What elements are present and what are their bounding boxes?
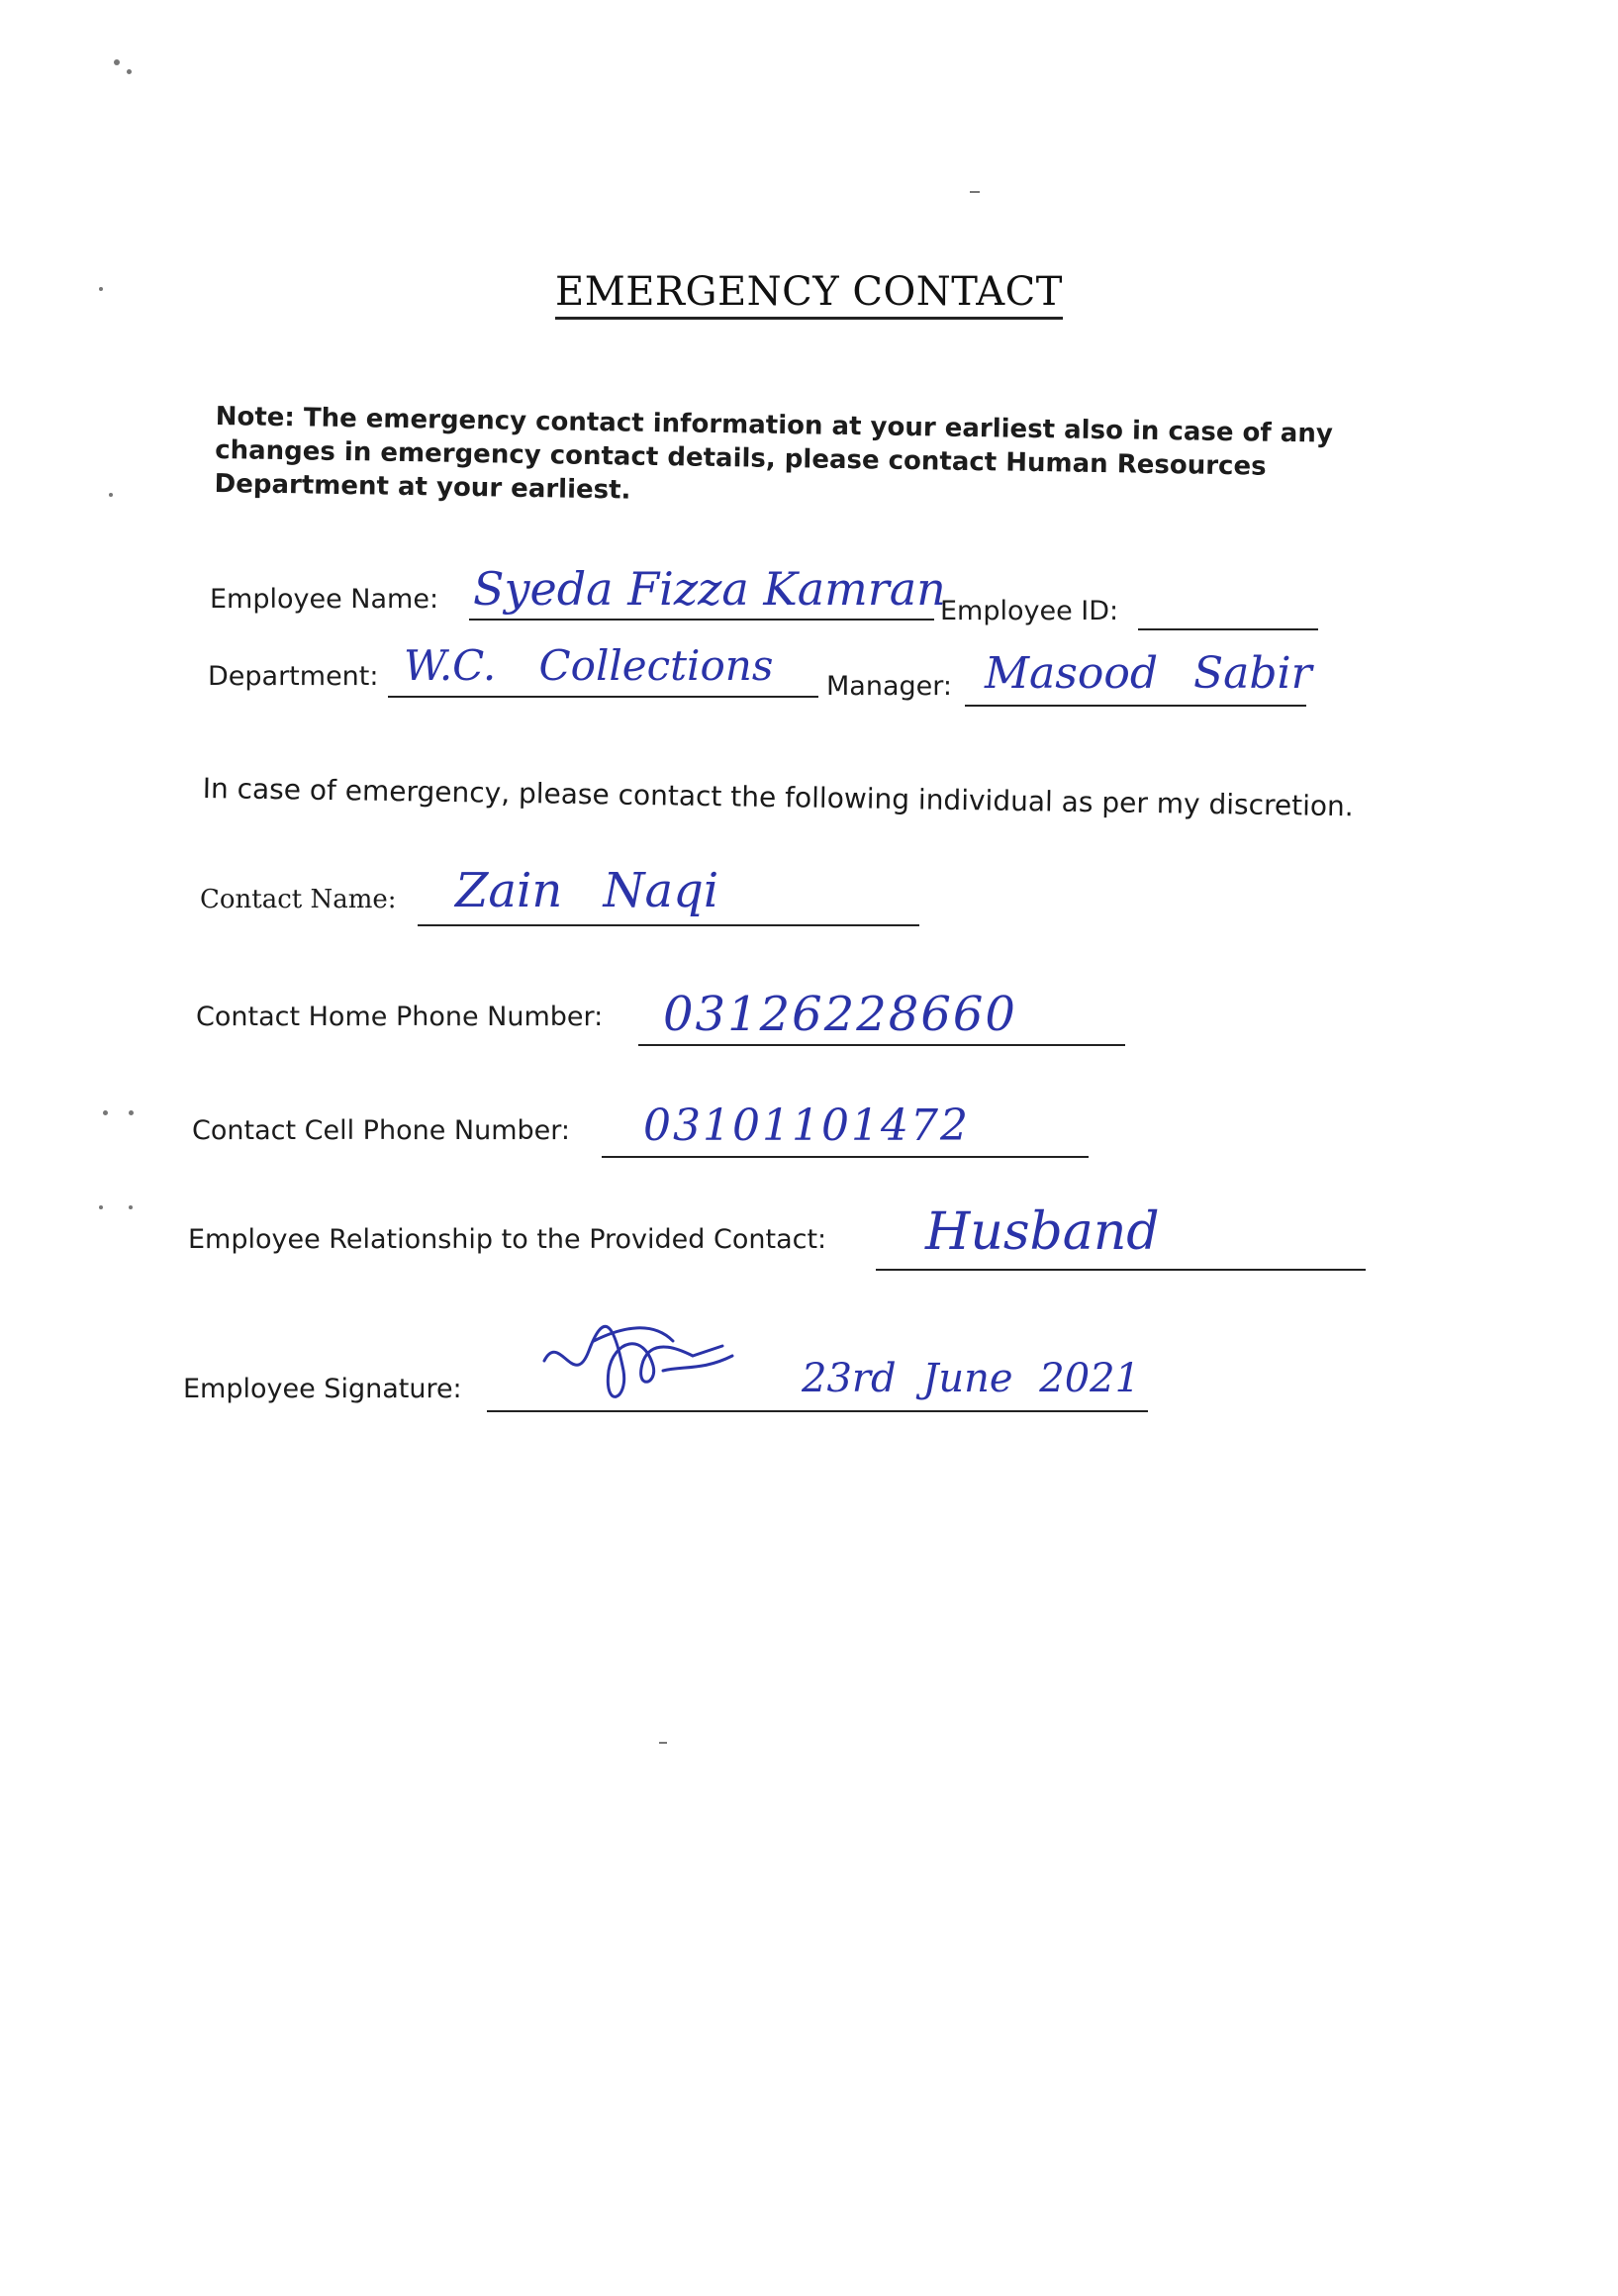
scan-speck <box>103 1110 108 1115</box>
relationship-value: Husband <box>925 1202 1160 1262</box>
signature-date: 23rd June 2021 <box>802 1356 1141 1401</box>
contact-name-line <box>418 924 919 926</box>
note-paragraph: Note: The emergency contact information at your earliest also in case of any changes in emergency contact details, please contact Human Resources Department at your earliest. <box>214 401 1334 506</box>
employee-name-label: Employee Name: <box>210 584 439 615</box>
contact-name-label: Contact Name: <box>200 885 397 914</box>
scan-speck <box>109 493 113 497</box>
scan-speck <box>127 69 132 74</box>
home-phone-value: 03126228660 <box>663 987 1017 1042</box>
manager-line <box>965 705 1306 707</box>
manager-label: Manager: <box>826 671 952 702</box>
employee-id-label: Employee ID: <box>940 596 1119 626</box>
home-phone-line <box>638 1044 1125 1046</box>
cell-phone-value: 03101101472 <box>643 1100 970 1151</box>
department-label: Department: <box>208 661 379 692</box>
employee-id-line <box>1138 628 1318 630</box>
scan-speck <box>129 1205 133 1209</box>
relationship-label: Employee Relationship to the Provided Contact: <box>188 1224 827 1255</box>
intro-text: In case of emergency, please contact the following individual as per my discretion. <box>202 772 1354 823</box>
document-title: EMERGENCY CONTACT <box>0 269 1618 315</box>
cell-phone-line <box>602 1156 1089 1158</box>
employee-name-line <box>469 619 934 621</box>
cell-phone-label: Contact Cell Phone Number: <box>192 1115 570 1146</box>
scan-speck <box>99 287 103 291</box>
scan-speck <box>970 191 980 193</box>
scan-speck <box>99 1205 103 1209</box>
department-line <box>388 696 818 698</box>
department-value: W.C. Collections <box>404 641 774 690</box>
scan-speck <box>129 1110 134 1115</box>
signature-label: Employee Signature: <box>183 1374 462 1404</box>
scan-speck <box>659 1742 667 1744</box>
home-phone-label: Contact Home Phone Number: <box>196 1002 604 1032</box>
scan-speck <box>114 59 120 65</box>
manager-value: Masood Sabir <box>985 648 1312 699</box>
relationship-line <box>876 1269 1366 1271</box>
contact-name-value: Zain Naqi <box>455 863 719 918</box>
employee-name-value: Syeda Fizza Kamran <box>473 562 946 616</box>
